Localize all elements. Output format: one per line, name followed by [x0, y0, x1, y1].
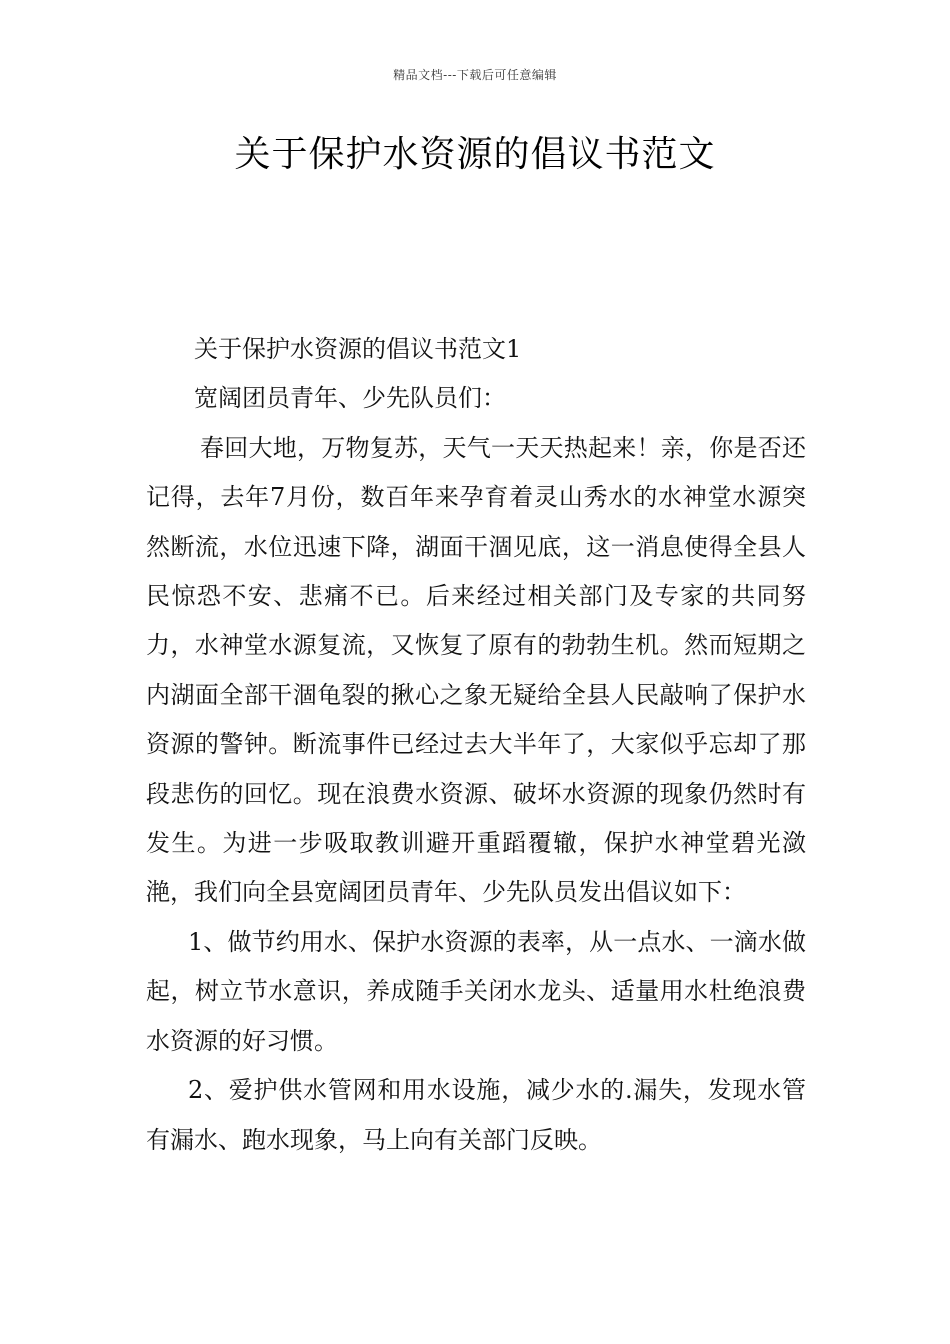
- document-body: [146, 325, 806, 1165]
- paragraph-item-1: 1、做节约用水、保护水资源的表率，从一点水、一滴水做起，树立节水意识，养成随手关闭水龙头、适量用水杜绝浪费水资源的好习惯。: [146, 927, 806, 1055]
- document-title: 关于保护水资源的倡议书范文: [234, 134, 716, 175]
- paragraph-item-2: 2、爱护供水管网和用水设施，减少水的.漏失，发现水管有漏水、跑水现象，马上向有关部门反映。: [146, 1076, 806, 1154]
- paragraph-intro: 春回大地，万物复苏，天气一天天热起来！亲，你是否还记得，去年7月份，数百年来孕育着灵山秀水的水神堂水源突然断流，水位迅速下降，湖面干涸见底，这一消息使得全县人民惊恐不安、悲痛不已。后来经过相关部门及专家的共同努力，水神堂水源复流，又恢复了原有的勃勃生机。然而短期之内湖面全部干涸龟裂的揪心之象无疑给全县人民敲响了保护水资源的警钟。断流事件已经过去大半年了，大家似乎忘却了那段悲伤的回忆。现在浪费水资源、破坏水资源的现象仍然时有发生。为进一步吸取教训避开重蹈覆辙，保护水神堂碧光潋滟，我们向全县宽阔团员青年、少先队员发出倡议如下：: [146, 433, 806, 907]
- header-note: 精品文档---下载后可任意编辑: [393, 68, 557, 82]
- salutation: 宽阔团员青年、少先队员们：: [194, 384, 506, 413]
- section-heading: 关于保护水资源的倡议书范文1: [194, 335, 522, 363]
